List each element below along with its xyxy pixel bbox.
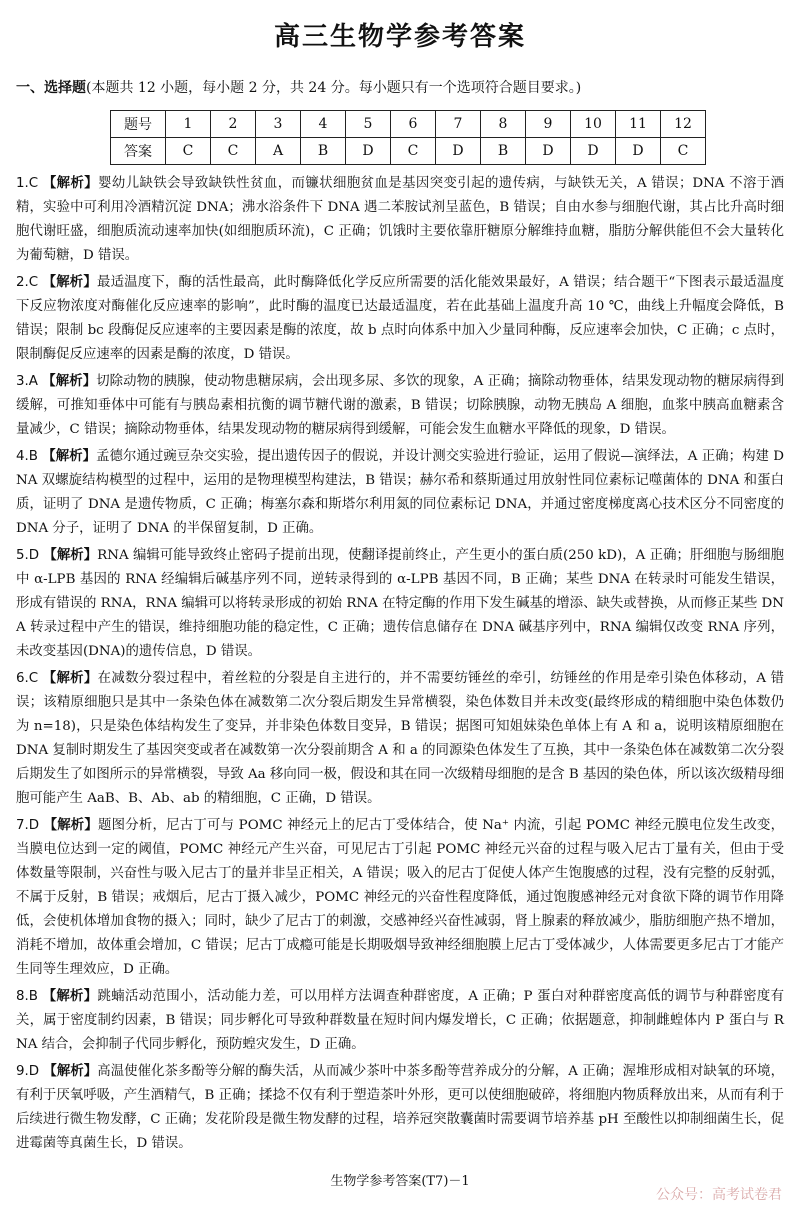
- item-number: 6.C: [16, 671, 39, 686]
- answer-cell: C: [391, 138, 436, 165]
- analysis-tag: 【解析】: [42, 989, 98, 1004]
- page-footer: 生物学参考答案(T7)－1: [330, 1174, 470, 1189]
- item-number: 9.D: [16, 1064, 40, 1079]
- question-number-cell: 11: [616, 111, 661, 138]
- explanation-text: 婴幼儿缺铁会导致缺铁性贫血，而镰状细胞贫血是基因突变引起的遗传病，与缺铁无关，A 错误；DNA 不溶于酒精，实验中可利用冷酒精沉淀 DNA；沸水浴条件下 DNA 遇二苯胺试剂呈蓝色，B 错误；自由水参与细胞代谢，其占比升高时细胞代谢旺盛，细胞质流动速率加快(如细胞质环流)，C 正确；饥饿时主要依靠肝糖原分解维持血糖，脂肪分解供能但不会大量转化为葡萄糖，D 错误。: [16, 176, 784, 263]
- answer-cell: D: [616, 138, 661, 165]
- question-number-cell: 7: [436, 111, 481, 138]
- analysis-tag: 【解析】: [42, 176, 99, 191]
- explanation-text: 题图分析，尼古丁可与 POMC 神经元上的尼古丁受体结合，使 Na⁺ 内流，引起 POMC 神经元膜电位发生改变，当膜电位达到一定的阈值，POMC 神经元产生兴奋，可见尼古丁引起 POMC 神经元兴奋的过程与吸入尼古丁量有关，但由于受体数量等限制，兴奋性与吸入尼古丁的量并非呈正相关，A 错误；吸入的尼古丁促使人体产生饱腹感的过程，没有完整的反射弧，不属于反射，B 错误；戒烟后，尼古丁摄入减少，POMC 神经元的兴奋性程度降低，通过饱腹感神经元对食欲下降的调节作用降低，会使机体增加食物的摄入；同时，缺少了尼古丁的刺激，交感神经兴奋性减弱，肾上腺素的释放减少，脂肪细胞产热不增加，消耗不增加，故体重会增加，C 错误；尼古丁成瘾可能是长期吸烟导致神经细胞膜上尼古丁受体减少，人体需要更多尼古丁才能产生同等生理效应，D 正确。: [16, 818, 784, 977]
- explanation-text: 在减数分裂过程中，着丝粒的分裂是自主进行的，并不需要纺锤丝的牵引，纺锤丝的作用是牵引染色体移动，A 错误；该精原细胞只是其中一条染色体在减数第二次分裂后期发生异常横裂，染色体数目并未改变(最终形成的精细胞中染色体数仍为 n=18)，只是染色体结构发生了变异，并非染色体数目变异，B 错误；据图可知姐妹染色单体上有 A 和 a，说明该精原细胞在 DNA 复制时期发生了基因突变或者在减数第一次分裂前期含 A 和 a 的同源染色体发生了互换，其中一条染色体在减数第二次分裂后期发生了如图所示的异常横裂，导致 Aa 移向同一极，假设和其在同一次级精母细胞的是含 B 基因的染色体，所以该次级精母细胞可能产生 AaB、B、Ab、ab 的精细胞，C 正确，D 错误。: [16, 671, 789, 806]
- explanation-item-9: [16, 1060, 784, 1156]
- analysis-tag: 【解析】: [42, 449, 97, 464]
- answer-table: [110, 110, 706, 165]
- item-number: 2.C: [16, 275, 39, 290]
- question-number-cell: 8: [481, 111, 526, 138]
- question-number-cell: 10: [571, 111, 616, 138]
- answer-cell: C: [166, 138, 211, 165]
- explanation-text: RNA 编辑可能导致终止密码子提前出现，使翻译提前终止，产生更小的蛋白质(250 kD)，A 正确；肝细胞与肠细胞中 α-LPB 基因的 RNA 经编辑后碱基序列不同，逆转录得到的 α-LPB 基因不同，B 正确；某些 DNA 在转录时可能发生错误，形成有错误的 RNA，RNA 编辑可以将转录形成的初始 RNA 在特定酶的作用下发生碱基的增添、缺失或替换，从而修正某些 DNA 转录过程中产生的错误，维持细胞功能的稳定性，C 正确；遗传信息储存在 DNA 碱基序列中，RNA 编辑仅改变 RNA 序列，未改变基因(DNA)的遗传信息，D 错误。: [16, 548, 785, 659]
- question-number-cell: 4: [301, 111, 346, 138]
- answer-cell: C: [661, 138, 706, 165]
- item-number: 1.C: [16, 176, 39, 191]
- analysis-tag: 【解析】: [42, 275, 97, 290]
- item-number: 3.A: [16, 374, 38, 389]
- explanation-item-7: [16, 814, 784, 982]
- question-number-cell: 2: [211, 111, 256, 138]
- item-number: 7.D: [16, 818, 40, 833]
- row-header-answer: 答案: [111, 138, 166, 165]
- answer-cell: D: [526, 138, 571, 165]
- explanation-text: 切除动物的胰腺，使动物患糖尿病，会出现多尿、多饮的现象，A 正确；摘除动物垂体，结果发现动物的糖尿病得到缓解，可推知垂体中可能有与胰岛素相抗衡的调节糖代谢的激素，B 错误；切除胰腺，动物无胰岛 A 细胞，血浆中胰高血糖素含量减少，C 错误；摘除动物垂体，结果发现动物的糖尿病得到缓解，可能会发生血糖水平降低的现象，D 错误。: [16, 374, 784, 437]
- question-number-cell: 1: [166, 111, 211, 138]
- explanation-list: [16, 172, 789, 1159]
- answer-cell: C: [211, 138, 256, 165]
- answer-cell: D: [436, 138, 481, 165]
- explanation-item-5: [16, 544, 784, 664]
- analysis-tag: 【解析】: [43, 548, 98, 563]
- item-number: 4.B: [16, 449, 38, 464]
- question-number-cell: 6: [391, 111, 436, 138]
- row-header-number: 题号: [111, 111, 166, 138]
- answer-cell: B: [481, 138, 526, 165]
- answer-cell: A: [256, 138, 301, 165]
- answer-cell: D: [571, 138, 616, 165]
- section-description: (本题共 12 小题，每小题 2 分，共 24 分。每小题只有一个选项符合题目要求。): [86, 80, 582, 96]
- analysis-tag: 【解析】: [43, 818, 99, 833]
- question-number-cell: 5: [346, 111, 391, 138]
- question-number-row: [111, 111, 706, 138]
- explanation-text: 跳蝻活动范围小，活动能力差，可以用样方法调查种群密度，A 正确；P 蛋白对种群密度高低的调节与种群密度有关，属于密度制约因素，B 错误；同步孵化可导致种群数量在短时间内爆发增长，C 正确；依据题意，抑制雌蝗体内 P 蛋白与 RNA 结合，会抑制子代同步孵化，预防蝗灾发生，D 正确。: [16, 989, 784, 1052]
- item-number: 8.B: [16, 989, 38, 1004]
- watermark-text: 公众号：高考试卷君: [656, 1187, 782, 1203]
- explanation-item-1: [16, 172, 784, 268]
- explanation-text: 孟德尔通过豌豆杂交实验，提出遗传因子的假说，并设计测交实验进行验证，运用了假说—演绎法，A 正确；构建 DNA 双螺旋结构模型的过程中，运用的是物理模型构建法，B 错误；赫尔希和蔡斯通过用放射性同位素标记噬菌体的 DNA 和蛋白质，证明了 DNA 是遗传物质，C 正确；梅塞尔森和斯塔尔利用氮的同位素标记 DNA，并通过密度梯度离心技术区分不同密度的 DNA 分子，证明了 DNA 的半保留复制，D 正确。: [16, 449, 789, 536]
- analysis-tag: 【解析】: [42, 374, 97, 389]
- answer-cell: B: [301, 138, 346, 165]
- question-number-cell: 3: [256, 111, 301, 138]
- section-label: 一、选择题: [16, 80, 86, 96]
- explanation-text: 最适温度下，酶的活性最高，此时酶降低化学反应所需要的活化能效果最好，A 错误；结合题干“下图表示最适温度下反应物浓度对酶催化反应速率的影响”，此时酶的温度已达最适温度，若在此基础上温度升高 10 ℃，曲线上升幅度会降低，B 错误；限制 bc 段酶促反应速率的主要因素是酶的浓度，故 b 点时向体系中加入少量同种酶，反应速率会加快，C 正确；c 点时，限制酶促反应速率的因素是酶的浓度，D 错误。: [16, 275, 789, 362]
- question-number-cell: 12: [661, 111, 706, 138]
- explanation-item-6: [16, 667, 789, 811]
- explanation-text: 高温使催化茶多酚等分解的酶失活，从而减少茶叶中茶多酚等营养成分的分解，A 正确；渥堆形成相对缺氧的环境，有利于厌氧呼吸，产生酒精气，B 正确；揉捻不仅有利于塑造茶叶外形，更可以使细胞破碎，将细胞内物质释放出来，从而有利于后续进行微生物发酵，C 正确；发花阶段是微生物发酵的过程，培养冠突散囊菌时需要调节培养基 pH 至酸性以抑制细菌生长，促进霉菌等真菌生长，D 错误。: [16, 1064, 784, 1151]
- explanation-item-2: [16, 271, 789, 367]
- explanation-item-8: [16, 985, 784, 1057]
- section-heading: [16, 78, 784, 98]
- item-number: 5.D: [16, 548, 40, 563]
- answer-row: [111, 138, 706, 165]
- analysis-tag: 【解析】: [42, 671, 98, 686]
- analysis-tag: 【解析】: [43, 1064, 98, 1079]
- explanation-item-3: [16, 370, 784, 442]
- question-number-cell: 9: [526, 111, 571, 138]
- answer-cell: D: [346, 138, 391, 165]
- explanation-item-4: [16, 445, 789, 541]
- page-title: 高三生物学参考答案: [273, 22, 526, 52]
